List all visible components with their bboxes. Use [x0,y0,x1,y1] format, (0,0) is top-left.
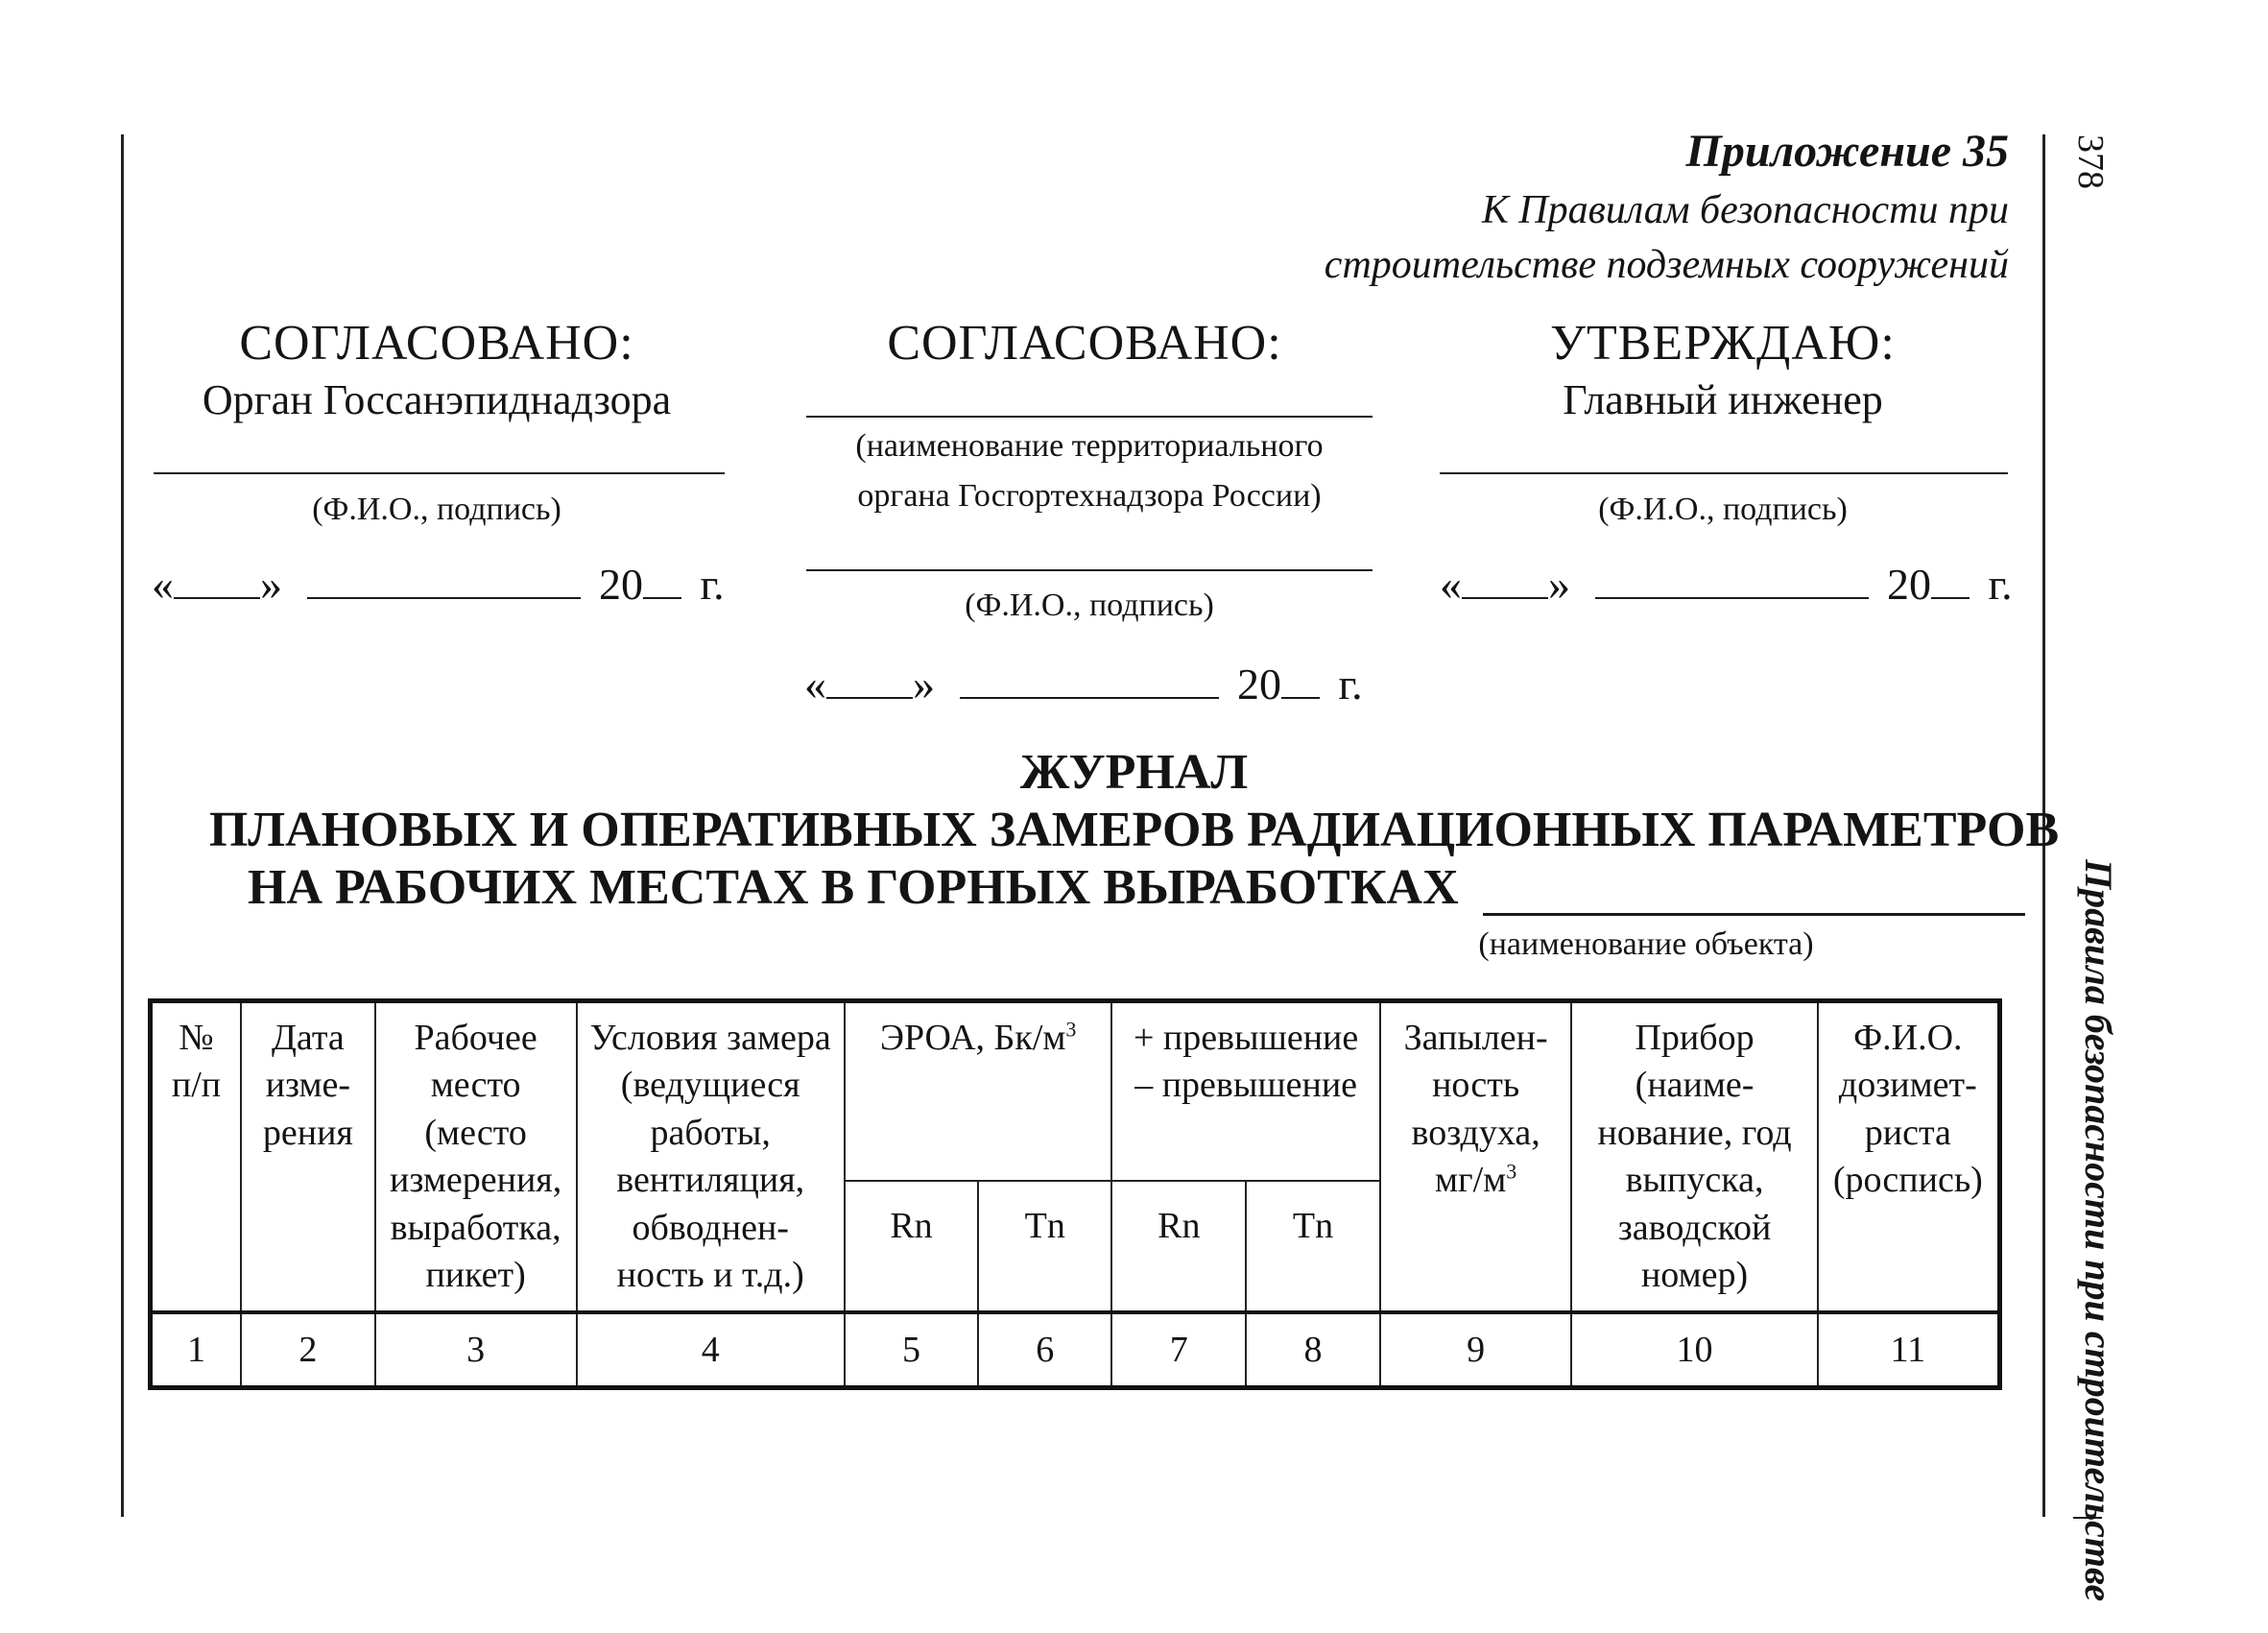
eroa-label: ЭРОА, Бк/м [879,1018,1066,1058]
journal-title-line-2: ПЛАНОВЫХ И ОПЕРАТИВНЫХ ЗАМЕРОВ РАДИАЦИОННЫХ ПАРАМЕТРОВ [208,803,2060,857]
date-close-quote: » [1548,560,1570,609]
header-line: вентиляция, [616,1160,805,1201]
year-suffix: г. [1988,560,2013,609]
day-blank[interactable] [1462,597,1548,599]
month-blank[interactable] [1595,597,1869,599]
signature-caption: (Ф.И.О., подпись) [965,588,1214,623]
col-header-eroa [845,1001,1112,1182]
header-line: изме- [265,1065,351,1106]
header-line: пикет) [425,1254,526,1295]
header-line: (роспись) [1832,1160,1983,1201]
approval-block-3 [1435,315,2011,424]
date-close-quote: » [913,660,935,708]
column-number: 5 [845,1312,978,1388]
header-line: Запылен- [1403,1018,1548,1058]
column-number: 8 [1246,1312,1380,1388]
year-suffix: г. [1338,660,1363,708]
header-line: ность и т.д.) [616,1254,804,1295]
header-line: рения [262,1112,353,1153]
object-caption: (наименование объекта) [1478,926,1814,962]
year-prefix: 20 [1887,560,1931,609]
signature-line [154,472,725,474]
dust-unit-sup: 3 [1506,1159,1517,1184]
header-line: выпуска, [1625,1160,1764,1201]
journal-title-line-3 [248,859,2025,916]
column-number: 4 [577,1312,845,1388]
header-line: (место [424,1112,527,1153]
journal-title-line-3-text: НА РАБОЧИХ МЕСТАХ В ГОРНЫХ ВЫРАБОТКАХ [248,860,1459,915]
header-line: ность [1432,1065,1520,1106]
header-line: дозимет- [1838,1065,1977,1106]
header-line: – превышение [1134,1065,1358,1106]
header-line: заводской [1617,1207,1772,1248]
approval-org: Орган Госсанэпиднадзора [202,376,672,423]
col-header-device [1571,1001,1817,1313]
subheader-excess-tn: Tn [1246,1181,1380,1312]
approval-block-2 [797,315,1373,372]
header-line: п/п [171,1065,222,1106]
column-number: 9 [1380,1312,1572,1388]
org-caption-2: органа Госгортехнадзора России) [857,478,1322,514]
appendix-subtitle-2: строительстве подземных сооружений [1324,243,2009,287]
date-close-quote: » [260,560,282,609]
eroa-unit-sup: 3 [1065,1017,1077,1042]
date-open-quote: « [804,660,826,708]
year-blank[interactable] [1281,697,1320,699]
header-line: место [430,1065,521,1106]
column-number: 10 [1571,1312,1817,1388]
journal-title: ЖУРНАЛ [1019,745,1249,800]
org-name-line [806,416,1373,418]
header-line: Прибор [1635,1018,1755,1058]
date-open-quote: « [1440,560,1462,609]
approval-heading: СОГЛАСОВАНО: [239,316,634,371]
day-blank[interactable] [174,597,260,599]
table-header-row [151,1001,2000,1182]
col-header-workplace [375,1001,577,1313]
header-line: (ведущиеся [620,1065,800,1106]
header-line: (наиме- [1635,1065,1755,1106]
year-prefix: 20 [1237,660,1281,708]
date-field-3 [1440,559,2013,610]
header-line: № [179,1018,214,1058]
approval-org: Главный инженер [1563,376,1883,423]
signature-line [1440,472,2008,474]
subheader-excess-rn: Rn [1111,1181,1246,1312]
header-line: нование, год [1597,1112,1792,1153]
col-header-date [241,1001,375,1313]
month-blank[interactable] [307,597,581,599]
date-field-2 [804,659,1363,709]
year-suffix: г. [700,560,725,609]
header-line: воздуха, [1411,1112,1540,1153]
approval-heading: СОГЛАСОВАНО: [887,316,1282,371]
appendix-subtitle-1: К Правилам безопасности при [1481,188,2009,232]
column-number: 7 [1111,1312,1246,1388]
year-blank[interactable] [643,597,681,599]
column-number: 2 [241,1312,375,1388]
date-open-quote: « [152,560,174,609]
header-line: измерения, [390,1160,562,1201]
header-line: $мг/м^3$ [1435,1159,1517,1201]
header-line: номер) [1640,1254,1749,1295]
subheader-eroa-tn: Tn [978,1181,1111,1312]
date-field-1 [152,559,725,610]
side-running-title: Правила безопасности при строительстве [2077,859,2120,1602]
column-number: 6 [978,1312,1111,1388]
subheader-eroa-rn: Rn [845,1181,978,1312]
column-number: 3 [375,1312,577,1388]
header-line: риста [1864,1112,1951,1153]
day-blank[interactable] [826,697,913,699]
header-line: Дата [272,1018,345,1058]
journal-table [148,998,2002,1390]
col-header-excess [1111,1001,1379,1182]
header-line: Рабочее [414,1018,537,1058]
header-line: Условия замера [589,1018,831,1058]
col-header-dust [1380,1001,1572,1313]
month-blank[interactable] [960,697,1219,699]
signature-caption: (Ф.И.О., подпись) [312,492,561,527]
header-line: Ф.И.О. [1853,1018,1963,1058]
org-caption-1: (наименование территориального [855,428,1324,464]
column-number: 11 [1818,1312,2000,1388]
col-header-conditions [577,1001,845,1313]
column-number-row [151,1312,2000,1388]
approval-block-1 [149,315,725,424]
object-name-blank[interactable] [1483,875,2025,916]
approval-heading: УТВЕРЖДАЮ: [1550,316,1896,371]
column-number: 1 [151,1312,242,1388]
signature-line [806,569,1373,571]
appendix-title: Приложение 35 [1685,126,2009,177]
signature-caption: (Ф.И.О., подпись) [1598,492,1848,527]
col-header-dosimetrist [1818,1001,2000,1313]
col-header-number [151,1001,242,1313]
year-blank[interactable] [1931,597,1970,599]
header-line: обводнен- [632,1207,789,1248]
header-line: работы, [650,1112,771,1153]
page-number: 378 [2070,134,2111,189]
header-line: + превышение [1133,1018,1359,1058]
year-prefix: 20 [599,560,643,609]
header-line: выработка, [390,1207,561,1248]
